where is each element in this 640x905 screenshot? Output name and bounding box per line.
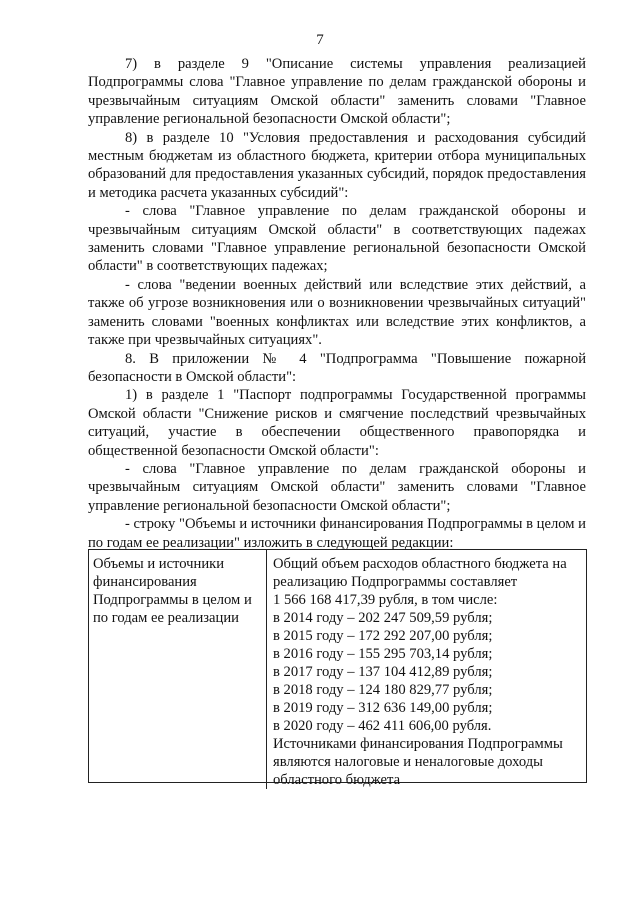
paragraph: 8) в разделе 10 "Условия предоставления и расходования субсидий местным бюджетам из областного бюджета, критерии отбора муниципальных образований для предоставления указанных субсидий, порядок предоставления и методика расчета указанных субсидий":	[88, 129, 586, 201]
table-line: Общий объем расходов областного бюджета на	[273, 556, 567, 572]
paragraph: - слова "Главное управление по делам гражданской обороны и чрезвычайным ситуациям Омской области" заменить словами "Главное управление региональной безопасности Омской области";	[88, 460, 586, 514]
table-line: в 2016 году – 155 295 703,14 рубля;	[273, 646, 493, 662]
table-line: 1 566 168 417,39 рубля, в том числе:	[273, 592, 498, 608]
paragraph: 7) в разделе 9 "Описание системы управления реализацией Подпрограммы слова "Главное управление по делам гражданской обороны и чрезвычайным ситуациям Омской области" заменить словами "Главное управление региональной безопасности Омской области";	[88, 56, 586, 128]
table-line: в 2015 году – 172 292 207,00 рубля;	[273, 628, 493, 644]
table-line: областного бюджета	[273, 772, 401, 788]
table-line: в 2017 году – 137 104 412,89 рубля;	[273, 664, 493, 680]
paragraph: - строку "Объемы и источники финансирования Подпрограммы в целом и по годам ее реализации" изложить в следующей редакции:	[88, 516, 586, 551]
paragraph: 1) в разделе 1 "Паспорт подпрограммы Государственной программы Омской области "Снижение рисков и смягчение последствий чрезвычайных ситуаций, участие в обеспечении общественного правопорядка и общественной безопасности Омской области":	[88, 387, 586, 459]
document-body	[88, 55, 586, 552]
financing-table	[88, 549, 587, 788]
table-line: являются налоговые и неналоговые доходы	[273, 754, 543, 770]
table-line: в 2014 году – 202 247 509,59 рубля;	[273, 610, 493, 626]
table-cell-label: Объемы и источники финансирования Подпрограммы в целом и по годам ее реализации	[89, 550, 267, 789]
paragraph: - слова "ведении военных действий или вследствие этих действий, а также об угрозе возникновения или о возникновении чрезвычайных ситуаций" заменить словами "военных конфликтах или вследствие этих конфликтов, а также при чрезвычайных ситуациях".	[88, 276, 586, 349]
table-cell-value	[267, 550, 586, 789]
table-line: в 2018 году – 124 180 829,77 рубля;	[273, 682, 493, 698]
table-line: Источниками финансирования Подпрограммы	[273, 736, 563, 752]
table-line: реализацию Подпрограммы составляет	[273, 574, 518, 590]
table-line: в 2020 году – 462 411 606,00 рубля.	[273, 718, 492, 734]
page-number: 7	[316, 32, 324, 48]
paragraph: 8. В приложении № 4 "Подпрограмма "Повышение пожарной безопасности в Омской области":	[88, 350, 586, 385]
paragraph: - слова "Главное управление по делам гражданской обороны и чрезвычайным ситуациям Омской области" в соответствующих падежах заменить словами "Главное управление региональной безопасности Омской области" в соответствующих падежах;	[88, 203, 586, 275]
table-line: в 2019 году – 312 636 149,00 рубля;	[273, 700, 493, 716]
